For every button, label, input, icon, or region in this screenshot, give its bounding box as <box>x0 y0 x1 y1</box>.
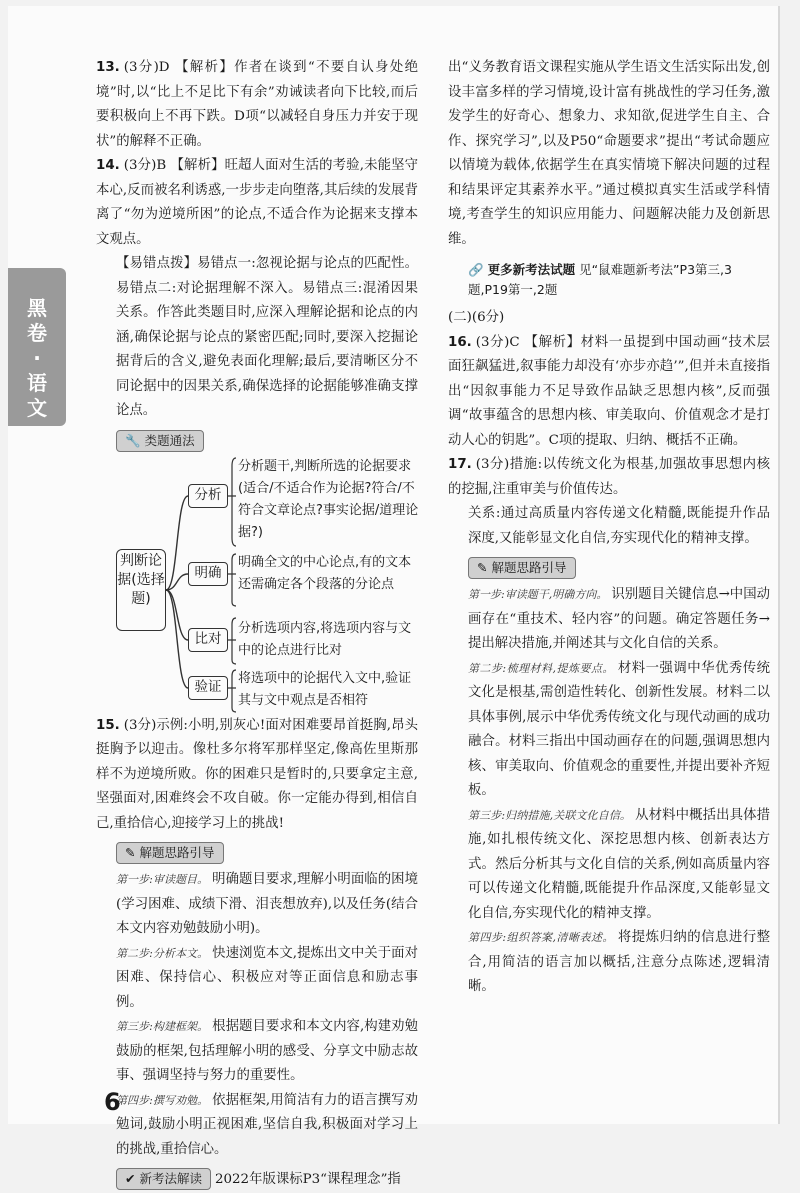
answer-14 <box>96 154 418 252</box>
subject-tab <box>8 268 66 426</box>
answer-17 <box>448 453 770 502</box>
check-icon: ✔ <box>125 1171 136 1186</box>
new-method-tag: ✔ 新考法解读 <box>116 1168 211 1190</box>
step-3: 第三步:构建框架。 根据题目要求和本文内容,构建劝勉鼓励的框架,包括理解小明的感受、分享文中励志故事、强调坚持与努力的重要性。 <box>116 1019 418 1083</box>
method-tag-label: 类题通法 <box>144 432 195 448</box>
question-number: 14. <box>96 158 120 173</box>
subject-tab-label: 黑卷·语文 <box>27 296 47 420</box>
answer-text: (3分)措施:以传统文化为根基,加强故事思想内核的挖掘,注重审美与价值传达。 <box>448 457 770 497</box>
answer-16 <box>448 331 770 454</box>
answer-13 <box>96 56 418 154</box>
more-questions <box>468 260 770 300</box>
mindmap-node-clarify: 明确 <box>188 562 228 586</box>
question-number: 15. <box>96 717 120 733</box>
page-number: 6 <box>104 1088 121 1116</box>
right-column <box>448 56 770 1000</box>
answer-text: (3分)C 【解析】材料一虽提到中国动画“技术层面狂飙猛进,叙事能力却没有‘亦步亦趋’”,但并未直接指出“因叙事能力不足导致作品缺乏思想内核”,反而强调“故事蕴含的思想内核、审美取向、价值观念才是打动人心的钥匙”。C项的提取、归纳、概括不正确。 <box>448 334 770 448</box>
guide-tag <box>116 842 224 864</box>
question-number: 13. <box>96 60 120 75</box>
step-2: 第二步:分析本文。 快速浏览本文,提炼出文中关于面对困难、保持信心、积极应对等正面信息和励志事例。 <box>116 945 418 1010</box>
answer-17-relation: 关系:通过高质量内容传递文化精髓,既能提升作品深度,又能彰显文化自信,夯实现代化的精神支撑。 <box>468 506 770 546</box>
mindmap-node-verify: 验证 <box>188 676 228 700</box>
mindmap <box>116 456 418 714</box>
continued-text: 出“义务教育语文课程实施从学生语文生活实际出发,创设丰富多样的学习情境,设计富有挑战性的学习任务,激发学生的好奇心、想象力、求知欲,促进学生自主、合作、探究学习”,以及P50“命题要求”提出“考试命题应以情境为载体,依据学生在真实情境下解决问题的过程和结果评定其素养水平。”通过模拟真实生活或学科情境,考查学生的知识应用能力、问题解决能力及创新思维。 <box>448 60 770 247</box>
step-1: 第一步:审读题干,明确方向。 识别题目关键信息→中国动画存在“重技术、轻内容”的问题。确定答题任务→提出解决措施,并阐述其与文化自信的关系。 <box>468 587 770 651</box>
mindmap-desc-analyze: 分析题干,判断所选的论据要求(适合/不适合作为论据?符合/不符合文章论点?事实论据/道理论据?) <box>238 458 419 540</box>
guide-tag-right <box>468 557 576 579</box>
question-number: 16. <box>448 334 472 350</box>
question-number: 17. <box>448 457 472 472</box>
section-heading: (二)(6分) <box>448 310 505 325</box>
step-3: 第三步:归纳措施,关联文化自信。 从材料中概括出具体措施,如扎根传统文化、深挖思想内核、创新表达方式。然后分析其与文化自信的关系,例如高质量内容可以传递文化精髓,既能提升作品深度,又能彰显文化自信,夯实现代化的精神支撑。 <box>468 807 771 921</box>
step-4: 第四步:组织答案,清晰表述。 将提炼归纳的信息进行整合,用简洁的语言加以概括,注意分点陈述,逻辑清晰。 <box>468 930 771 994</box>
left-column <box>96 56 418 1193</box>
mindmap-node-analyze: 分析 <box>188 484 228 508</box>
pencil-icon: ✎ <box>125 845 136 860</box>
mindmap-root: 判断论据(选择题) <box>116 549 166 631</box>
wrench-icon: 🔧 <box>125 432 141 448</box>
mindmap-desc-clarify: 明确全文的中心论点,有的文本还需确定各个段落的分论点 <box>238 554 412 592</box>
guide-tag-label: 解题思路引导 <box>491 560 567 575</box>
guide-tag-label: 解题思路引导 <box>139 845 215 860</box>
mindmap-desc-verify: 将选项中的论据代入文中,验证其与文中观点是否相符 <box>238 670 412 708</box>
more-questions-text: 见“鼠难题新考法”P3第三,3题,P19第一,2题 <box>468 262 732 297</box>
new-method-note <box>116 1168 418 1193</box>
pencil-icon: ✎ <box>477 560 488 575</box>
method-tag <box>116 430 204 452</box>
answer-text: (3分)示例:小明,别灰心!面对困难要昂首挺胸,昂头挺胸予以迎击。像杜多尔将军那样坚定,像高佐里斯那样不为逆境所败。你的困难只是暂时的,只要拿定主意,坚强面对,困难终会不攻自破。你一定能办得到,相信自己,重拾信心,迎接学习上的挑战! <box>96 717 418 831</box>
workbook-page <box>8 6 780 1187</box>
mindmap-node-compare: 比对 <box>188 628 228 652</box>
answer-text: (3分)D 【解析】作者在谈到“不要自认身处绝境”时,以“比上不足比下有余”劝诫读者向下比较,而后要积极向上不再下跌。D项“以减轻自身压力并安于现状”的解释不正确。 <box>96 60 418 149</box>
link-icon: 🔗 <box>468 262 484 277</box>
step-2: 第二步:梳理材料,提炼要点。 材料一强调中华优秀传统文化是根基,需创造性转化、创新性发展。材料二以具体事例,展示中华优秀传统文化与现代动画的成功融合。材料三指出中国动画存在的问题,强调思想内核、审美取向、价值观念的重要性,并提出要补齐短板。 <box>468 660 771 798</box>
answer-15 <box>96 714 418 837</box>
error-tip: 【易错点拨】易错点一:忽视论据与论点的匹配性。易错点二:对论据理解不深入。易错点三:混淆因果关系。作答此类题目时,应深入理解论据和论点的内涵,确保论据与论点的紧密匹配;同时,要深入挖掘论据背后的含义,避免表面化理解;最后,要清晰区分不同论据中的因果关系,确保选择的论据能够准确支撑论点。 <box>116 256 418 418</box>
step-1: 第一步:审读题目。 明确题目要求,理解小明面临的困境(学习困难、成绩下滑、泪丧想放弃),以及任务(结合本文内容劝勉鼓励小明)。 <box>116 872 418 936</box>
mindmap-desc-compare: 分析选项内容,将选项内容与文中的论点进行比对 <box>238 620 412 658</box>
new-method-text: 2022年版课标P3“课程理念”指 <box>215 1172 401 1187</box>
step-4: 第四步:撰写劝勉。 依据框架,用简洁有力的语言撰写劝勉词,鼓励小明正视困难,坚信自我,积极面对学习上的挑战,重拾信心。 <box>116 1092 418 1157</box>
answer-text: (3分)B 【解析】旺超人面对生活的考验,未能坚守本心,反而被名利诱惑,一步步走向堕落,其后续的发展背离了“勿为逆境所困”的论点,不适合作为论据来支撑本文观点。 <box>96 158 418 247</box>
more-questions-label: 更多新考法试题 <box>487 262 576 277</box>
